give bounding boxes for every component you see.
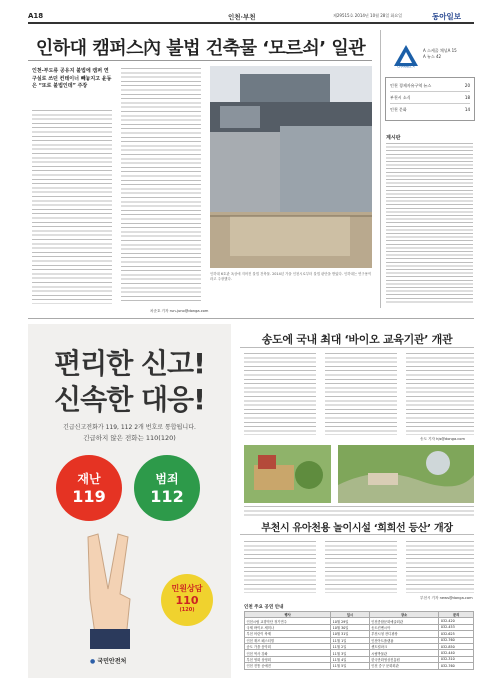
badge-110-number: 110 — [175, 594, 199, 607]
table-cell: 송도컨벤시아 — [369, 624, 439, 630]
article3-byline: 부천시 기자 news@donga.com — [420, 596, 473, 600]
newspaper-name: 동아일보 — [432, 12, 461, 21]
table-cell: 센트럴파크 — [369, 643, 439, 649]
table-cell: 10월 30일 — [331, 624, 370, 630]
table-cell: 부천 어린이 축제 — [245, 631, 331, 637]
right-column-rule — [380, 30, 381, 308]
table-cell: 인천시립 교향악단 정기연주 — [245, 618, 331, 624]
table-header: 행사 — [245, 612, 331, 618]
victory-hand-illustration — [68, 529, 158, 649]
article1-headline: 인하대 캠퍼스內 불법 건축물 ‘모르쇠’ 일관 — [35, 38, 366, 59]
table-cell: 인천종합문화예술회관 — [369, 618, 439, 624]
table-cell: 부천 영화 상영회 — [245, 656, 331, 662]
article2-headline: 송도에 국내 최대 ‘바이오 교육기관’ 개관 — [261, 333, 453, 346]
page-number: A18 — [28, 12, 44, 20]
table-cell: 시립박물관 — [369, 650, 439, 656]
index-row — [390, 104, 470, 115]
badge-110-label: 민원상담 — [171, 584, 203, 593]
badge-119-label: 재난 — [77, 472, 101, 486]
index-row-label: 인천 문화 — [390, 107, 407, 112]
article3-rule — [240, 534, 474, 535]
channel-listing — [423, 48, 457, 60]
badge-119-number: 119 — [72, 487, 106, 506]
table-cell: 인천 역사 강좌 — [245, 650, 331, 656]
index-row-label: 부천시 소식 — [390, 95, 411, 100]
table-header: 문의 — [439, 612, 474, 618]
article2-photo-caption — [244, 506, 474, 516]
article1-body-col2 — [121, 68, 201, 304]
badge-112-label: 범죄 — [155, 472, 179, 486]
table-cell: 032-453 — [439, 624, 474, 630]
photo-caption-text: 인하대 6호관 옥상에 지어진 불법 건축물. 2014년 가을 인천시로부터 불법 판단을 받았다. 인하대는 연구용이라고 주장했다. — [210, 272, 372, 281]
table-cell: 인천아트플랫폼 — [369, 637, 439, 643]
section-divider — [28, 318, 474, 319]
table-cell: 10월 29일 — [331, 618, 370, 624]
bulletin-body — [386, 143, 473, 305]
table-cell: 032-850 — [439, 643, 474, 649]
table-cell: 국제 바이오 세미나 — [245, 624, 331, 630]
table-cell: 10월 31일 — [331, 631, 370, 637]
index-row — [390, 80, 470, 92]
article2-byline: 송도 기자 hjs@donga.com — [420, 437, 465, 441]
channel-item: A 뉴스 42 — [423, 54, 442, 59]
bulletin-title: 계시판 — [386, 135, 401, 141]
article3-body-col3 — [406, 541, 474, 593]
table-header: 장소 — [369, 612, 439, 618]
article3-body-col1 — [244, 541, 316, 593]
badge-110-sub: (120) — [179, 607, 195, 613]
badge-119 — [56, 455, 122, 521]
ad-headline-2: 신속한 대응! — [54, 383, 205, 416]
badge-112 — [134, 455, 200, 521]
article2-rule — [240, 347, 474, 348]
badge-110 — [161, 574, 213, 626]
ad-headline-1: 편리한 신고! — [54, 347, 205, 380]
table-cell: 인천 재즈 페스티벌 — [245, 637, 331, 643]
event-table — [244, 611, 474, 670]
article1-body-col1 — [32, 110, 112, 304]
table-cell: 인천 중구 문화회관 — [369, 663, 439, 669]
channel-item: A 스케줄 채널A 15 — [423, 48, 457, 53]
table-cell: 11월 1일 — [331, 637, 370, 643]
index-row-page: 18 — [464, 95, 470, 100]
table-cell: 한국만화영상진흥원 — [369, 656, 439, 662]
article2-photo-left — [244, 445, 331, 503]
table-row — [245, 663, 474, 669]
ad-subtext-1: 긴급신고전화가 119, 112 2개 번호로 통합됩니다. — [63, 424, 196, 431]
event-table-title: 인천 주요 공연 안내 — [244, 605, 284, 610]
table-cell: 부천시청 잔디광장 — [369, 631, 439, 637]
article2-body-col3 — [406, 353, 474, 435]
article1-rule — [28, 60, 372, 61]
issue-date: 제29515호 2014년 10월 28일 화요일 — [333, 13, 403, 18]
ministry-logo-text: 국민안전처 — [97, 658, 127, 665]
table-cell: 032-760 — [439, 663, 474, 669]
section-label: 인천·부천 — [228, 13, 256, 21]
table-cell: 인천 전통 공예전 — [245, 663, 331, 669]
table-cell: 송도 가을 음악회 — [245, 643, 331, 649]
article2-body-col1 — [244, 353, 316, 435]
article1-byline: 차준호 기자 run-juno@donga.com — [150, 309, 209, 313]
article1-photo-caption — [210, 272, 372, 306]
table-cell: 11월 5일 — [331, 663, 370, 669]
ministry-logo: ● 국민안전처 — [90, 658, 127, 665]
header-rule — [28, 22, 474, 24]
table-cell: 032-760 — [439, 637, 474, 643]
table-cell: 032-625 — [439, 631, 474, 637]
table-cell: 11월 3일 — [331, 650, 370, 656]
article1-photo — [210, 66, 372, 268]
index-row-label: 인천 경제자유구역 뉴스 — [390, 83, 432, 88]
article2-photo-right — [338, 445, 474, 503]
article2-body-col2 — [325, 353, 397, 435]
index-row-page: 20 — [464, 83, 470, 88]
badge-112-number: 112 — [150, 487, 184, 506]
table-cell: 032-420 — [439, 618, 474, 624]
article1-subheadline: 인천-부도류 공유지 불법에 캠퍼 연구실로 쓰던 컨테이너 빼놓지고 윤동은 “또로 불법인데” 주장 — [32, 68, 112, 89]
index-box — [385, 77, 475, 121]
emergency-call-ad — [28, 324, 231, 678]
article3-body-col2 — [325, 541, 397, 593]
index-row-page: 14 — [464, 107, 470, 112]
table-cell: 032-440 — [439, 650, 474, 656]
ad-subtext-2: 긴급하지 않은 전화는 110(120) — [83, 434, 176, 442]
table-cell: 032-310 — [439, 656, 474, 662]
channel-a-logo — [392, 44, 420, 68]
table-cell: 11월 2일 — [331, 643, 370, 649]
article3-headline: 부천시 유아천용 놀이시설 ‘희희선 등산’ 개장 — [261, 523, 453, 534]
table-header: 일시 — [331, 612, 370, 618]
table-cell: 11월 4일 — [331, 656, 370, 662]
index-row — [390, 92, 470, 104]
channel-label: CHANNEL A — [397, 64, 415, 68]
